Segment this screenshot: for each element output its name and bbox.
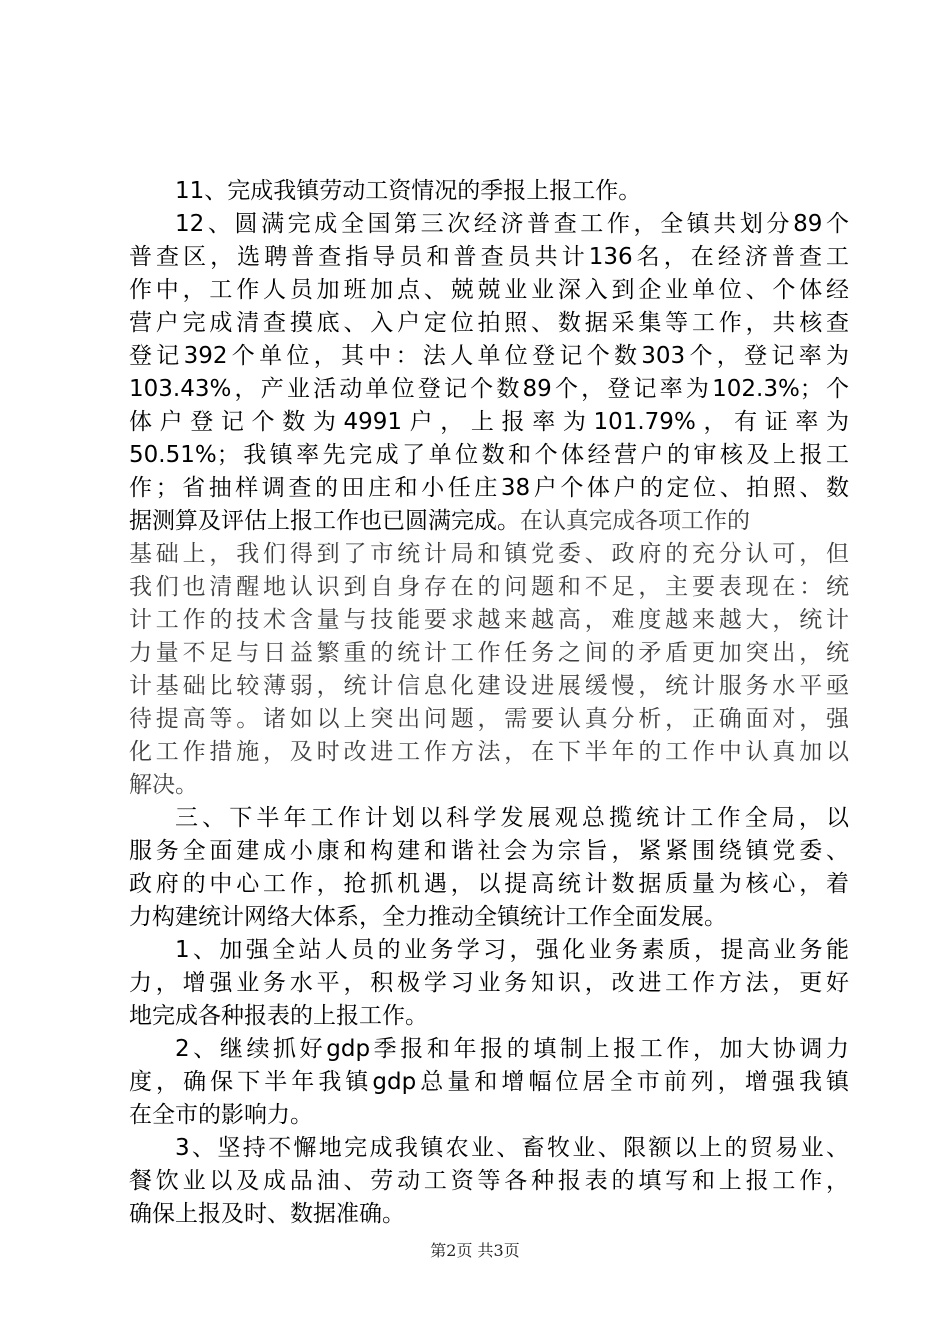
paragraph-line: 服务全面建成小康和构建和谐社会为宗旨，紧紧围绕镇党委、 <box>129 838 849 864</box>
paragraph-line: 度，确保下半年我镇gdp总量和增幅位居全市前列，增强我镇 <box>129 1069 849 1095</box>
paragraph-line: 103.43%，产业活动单位登记个数89个，登记率为102.3%；个 <box>129 376 849 402</box>
paragraph-line: 力量不足与日益繁重的统计工作任务之间的矛盾更加突出，统 <box>129 640 849 666</box>
paragraph-line: 作中，工作人员加班加点、兢兢业业深入到企业单位、个体经 <box>129 277 849 303</box>
paragraph-line-part: 据测算及评估上报工作也已圆满完成。 <box>129 508 520 534</box>
paragraph-line: 我们也清醒地认识到自身存在的问题和不足，主要表现在：统 <box>129 574 849 600</box>
paragraph-line: 作；省抽样调查的田庄和小任庄38户个体户的定位、拍照、数 <box>129 475 849 501</box>
paragraph-line: 待提高等。诸如以上突出问题，需要认真分析，正确面对，强 <box>129 706 849 732</box>
paragraph-line: 化工作措施，及时改进工作方法，在下半年的工作中认真加以 <box>129 739 849 765</box>
paragraph-line: 力，增强业务水平，积极学习业务知识，改进工作方法，更好 <box>129 970 849 996</box>
page-number-footer: 第2页 共3页 <box>430 1241 520 1260</box>
paragraph-line: 2、继续抓好gdp季报和年报的填制上报工作，加大协调力 <box>175 1036 849 1062</box>
paragraph-line: 普查区，选聘普查指导员和普查员共计136名，在经济普查工 <box>129 244 849 270</box>
paragraph-line: 餐饮业以及成品油、劳动工资等各种报表的填写和上报工作， <box>129 1168 849 1194</box>
paragraph-line-part: 在认真完成各项工作的 <box>520 508 750 534</box>
paragraph-line: 1、加强全站人员的业务学习，强化业务素质，提高业务能 <box>175 937 849 963</box>
paragraph-line: 计基础比较薄弱，统计信息化建设进展缓慢，统计服务水平亟 <box>129 673 849 699</box>
paragraph-line: 地完成各种报表的上报工作。 <box>129 1003 428 1029</box>
paragraph-line: 50.51%；我镇率先完成了单位数和个体经营户的审核及上报工 <box>129 442 849 468</box>
paragraph-line: 计工作的技术含量与技能要求越来越高，难度越来越大，统计 <box>129 607 849 633</box>
paragraph-line: 在全市的影响力。 <box>129 1102 313 1128</box>
paragraph-line: 政府的中心工作，抢抓机遇，以提高统计数据质量为核心，着 <box>129 871 849 897</box>
paragraph-line <box>129 504 849 538</box>
paragraph-line: 确保上报及时、数据准确。 <box>129 1201 405 1227</box>
paragraph-line: 基础上，我们得到了市统计局和镇党委、政府的充分认可，但 <box>129 541 849 567</box>
paragraph-line: 营户完成清查摸底、入户定位拍照、数据采集等工作，共核查 <box>129 310 849 336</box>
paragraph-line: 11、完成我镇劳动工资情况的季报上报工作。 <box>175 178 642 204</box>
paragraph-line: 三、下半年工作计划以科学发展观总揽统计工作全局，以 <box>175 805 849 831</box>
paragraph-line: 解决。 <box>129 772 198 798</box>
paragraph-line: 3、坚持不懈地完成我镇农业、畜牧业、限额以上的贸易业、 <box>175 1135 849 1161</box>
paragraph-line: 登记392个单位，其中：法人单位登记个数303个，登记率为 <box>129 343 849 369</box>
paragraph-line: 力构建统计网络大体系，全力推动全镇统计工作全面发展。 <box>129 904 727 930</box>
paragraph-line: 体户登记个数为4991户，上报率为101.79%，有证率为 <box>129 409 849 435</box>
paragraph-line: 12、圆满完成全国第三次经济普查工作，全镇共划分89个 <box>175 211 849 237</box>
